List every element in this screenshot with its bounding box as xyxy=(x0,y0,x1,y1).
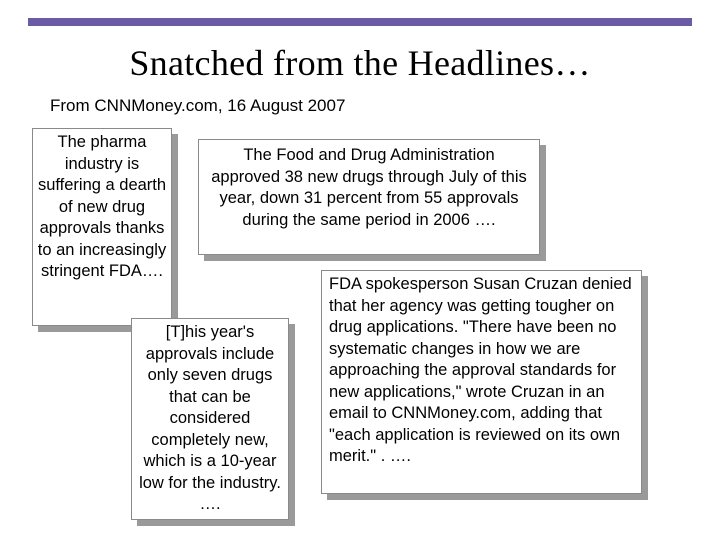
source-subtitle: From CNNMoney.com, 16 August 2007 xyxy=(50,96,346,115)
callout-new-drugs: [T]his year's approvals include only seven drugs that can be considered completely new, which is a 10-year low for the industry. …. xyxy=(131,318,289,520)
slide-title: Snatched from the Headlines… xyxy=(129,43,591,83)
callout-pharma-dearth: The pharma industry is suffering a dearth of new drug approvals thanks to an increasingly stringent FDA…. xyxy=(32,128,172,326)
callout-fda-spokesperson: FDA spokesperson Susan Cruzan denied that her agency was getting tougher on drug applications. "There have been no systematic changes in how we are approaching the approval standards for new applications," wrote Cruzan in an email to CNNMoney.com, adding that "each application is reviewed on its own merit." . …. xyxy=(321,270,642,494)
callout-fda-approvals: The Food and Drug Administration approved 38 new drugs through July of this year, down 31 percent from 55 approvals during the same period in 2006 …. xyxy=(198,139,540,255)
title-accent-bar xyxy=(28,18,692,26)
